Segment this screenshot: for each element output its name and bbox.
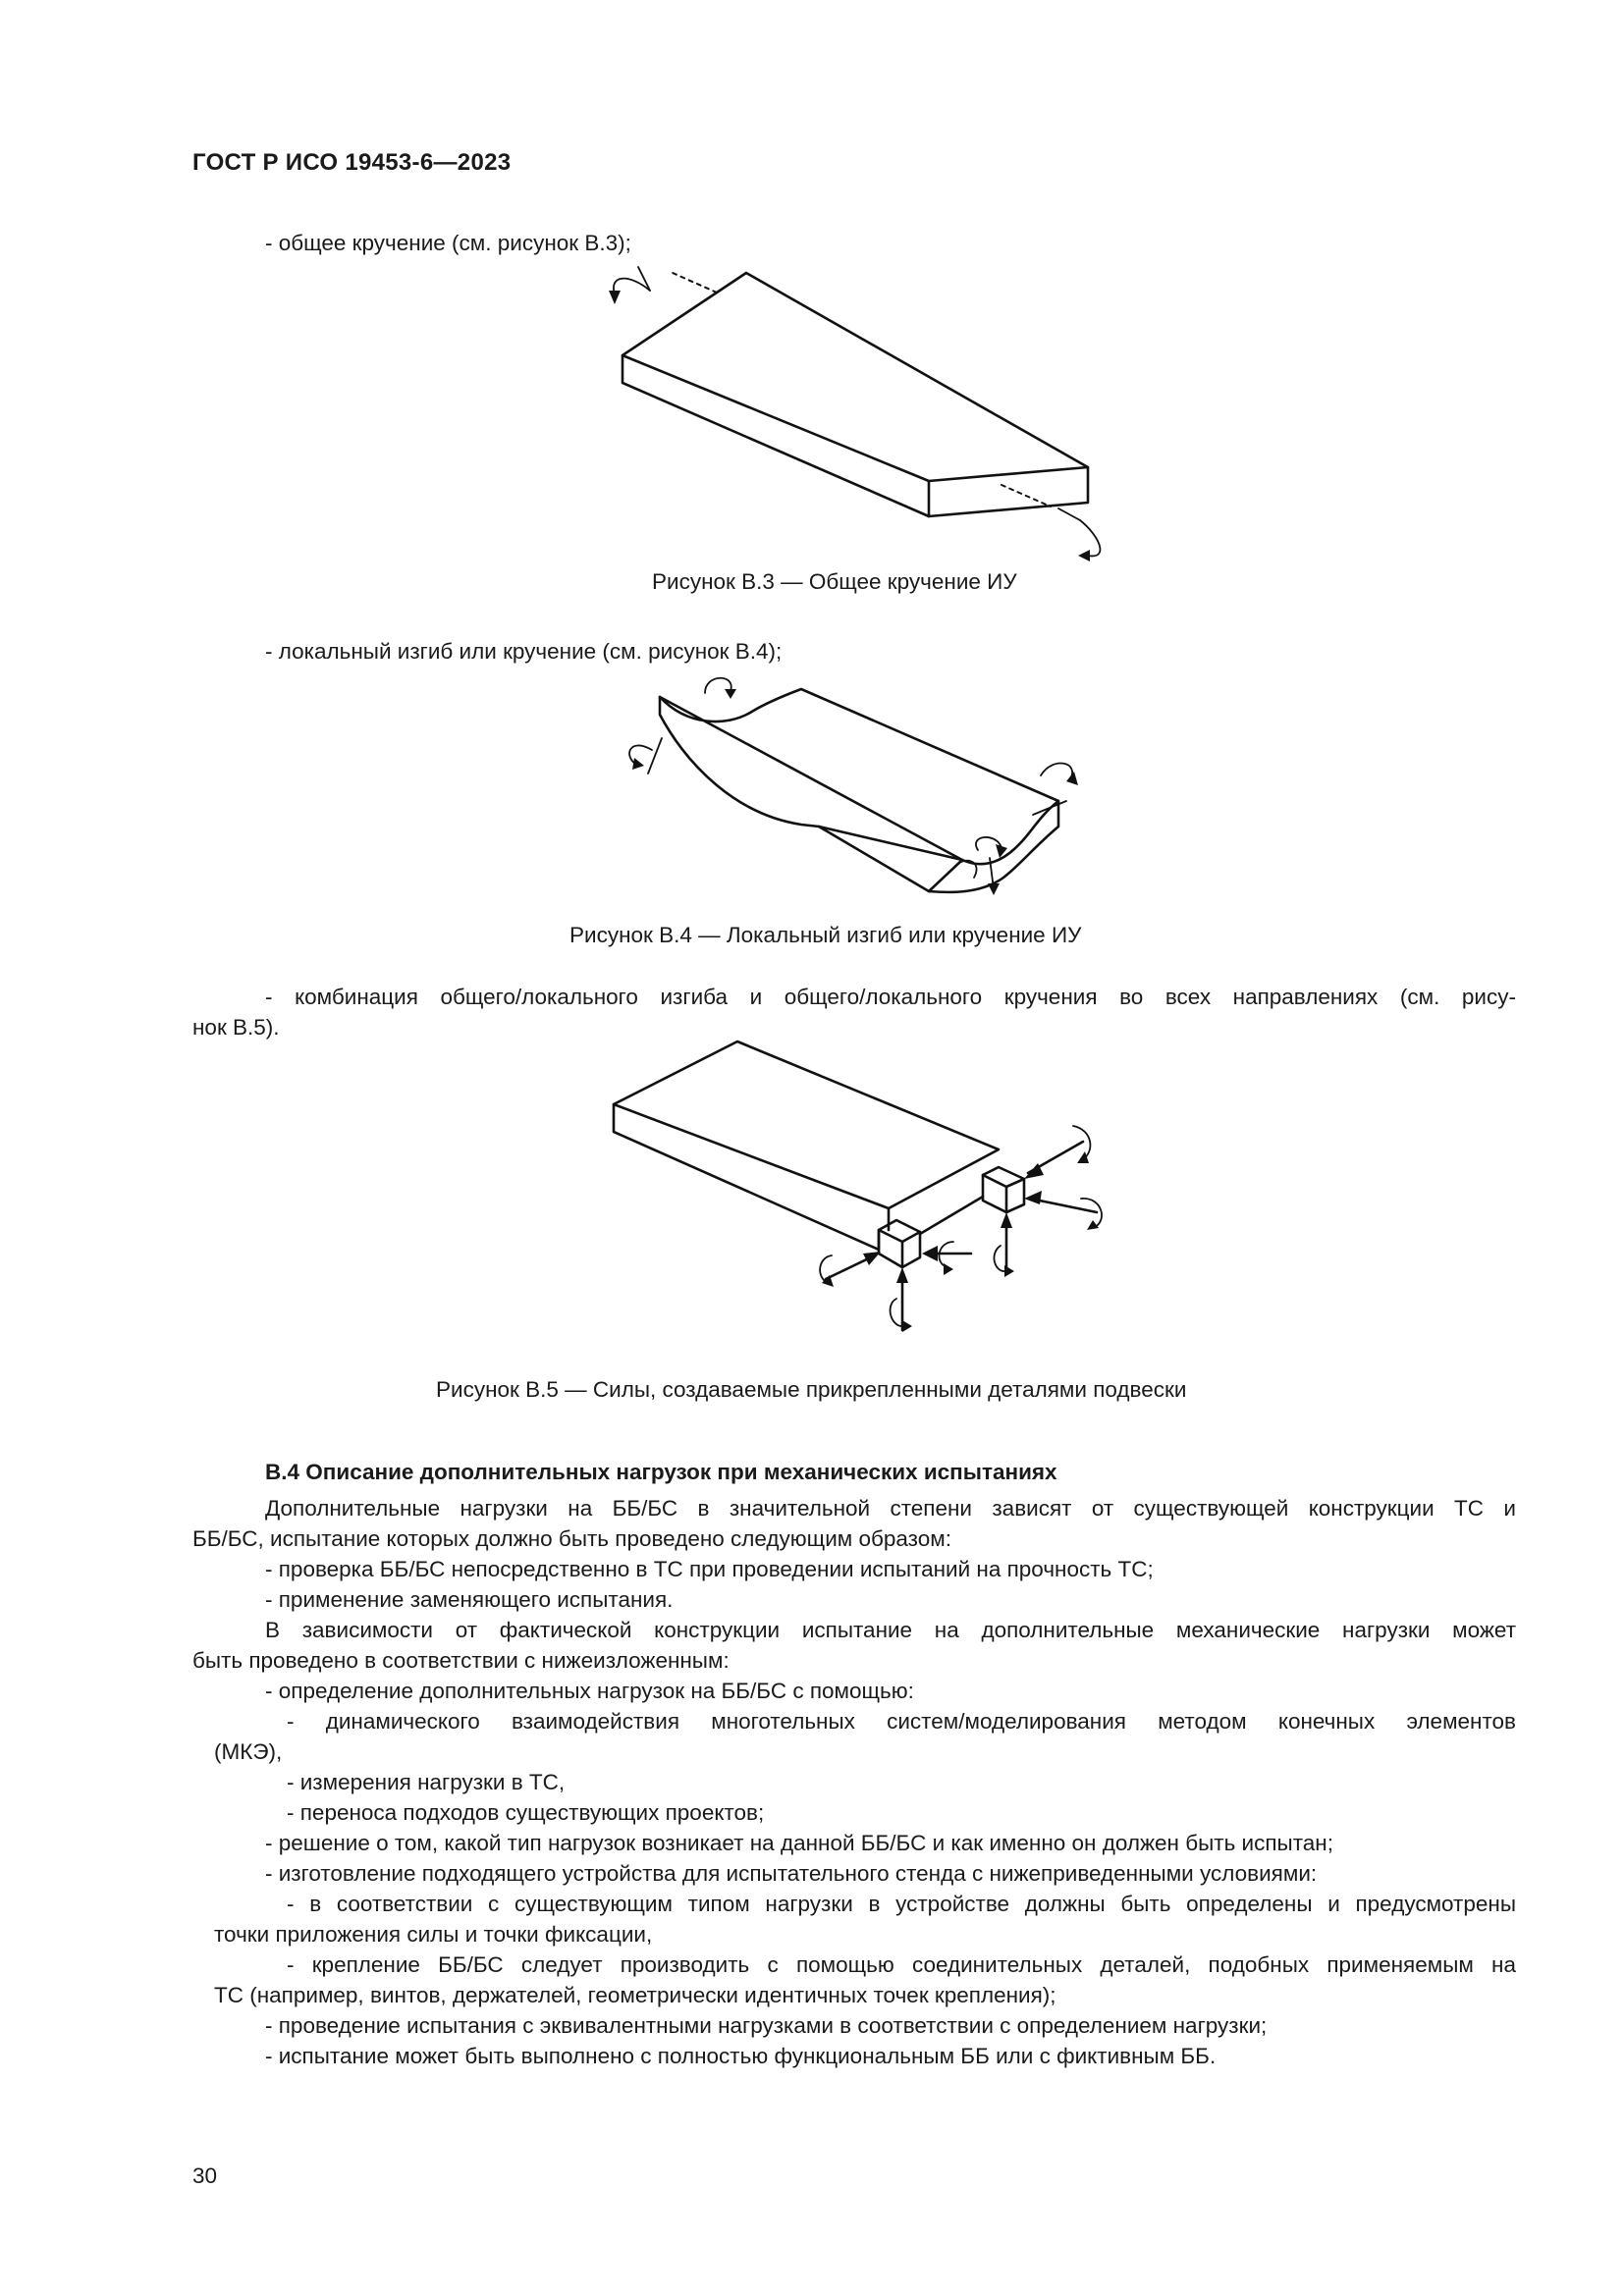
section-b4-heading: В.4 Описание дополнительных нагрузок при механических испытаниях: [265, 1460, 1057, 1484]
figure-b5-suspension-forces-drawing: [604, 1036, 1154, 1350]
section-paragraph-line: В зависимости от фактической конструкции испытание на дополнительные механические нагрузки может: [265, 1618, 1516, 1642]
section-paragraph-line: быть проведено в соответствии с нижеизложенным:: [192, 1648, 730, 1673]
figure-b4-local-bending-drawing: [609, 667, 1119, 913]
section-list-item: - проведение испытания с эквивалентными нагрузками в соответствии с определением нагрузки;: [265, 2013, 1268, 2038]
section-sublist-item: - крепление ББ/БС следует производить с помощью соединительных деталей, подобных применяемым на: [287, 1952, 1516, 1977]
list-item-combination-line2: нок В.5).: [192, 1015, 280, 1040]
section-list-item: - применение заменяющего испытания.: [265, 1587, 674, 1612]
figure-b3-general-torsion-drawing: [589, 265, 1139, 560]
list-item-combination-line1: - комбинация общего/локального изгиба и общего/локального кручения во всех направлениях (см. рису-: [265, 985, 1516, 1009]
section-sublist-item-cont: точки приложения силы и точки фиксации,: [214, 1922, 653, 1947]
figure-b3-caption: Рисунок В.3 — Общее кручение ИУ: [652, 569, 1017, 594]
section-sublist-item: - переноса подходов существующих проектов;: [287, 1800, 765, 1825]
section-list-item: - изготовление подходящего устройства для испытательного стенда с нижеприведенными условиями:: [265, 1861, 1318, 1886]
page-number: 30: [192, 2163, 218, 2188]
section-sublist-item-cont: ТС (например, винтов, держателей, геометрически идентичных точек крепления);: [214, 1983, 1056, 2007]
section-list-item: - проверка ББ/БС непосредственно в ТС при проведении испытаний на прочность ТС;: [265, 1557, 1154, 1581]
section-list-item: - определение дополнительных нагрузок на ББ/БС с помощью:: [265, 1679, 914, 1703]
section-sublist-item: - динамического взаимодействия многотельных систем/моделирования методом конечных элементов: [287, 1709, 1516, 1734]
section-sublist-item: - измерения нагрузки в ТС,: [287, 1770, 566, 1794]
section-sublist-item-cont: (МКЭ),: [214, 1739, 283, 1764]
section-list-item: - испытание может быть выполнено с полностью функциональным ББ или с фиктивным ББ.: [265, 2044, 1217, 2068]
figure-b5-caption: Рисунок В.5 — Силы, создаваемые прикрепленными деталями подвески: [436, 1377, 1187, 1402]
list-item-general-torsion: - общее кручение (см. рисунок В.3);: [265, 231, 631, 255]
section-paragraph-line: Дополнительные нагрузки на ББ/БС в значительной степени зависят от существующей конструкции ТС и: [265, 1496, 1516, 1521]
document-header-code: ГОСТ Р ИСО 19453-6—2023: [192, 149, 512, 176]
section-sublist-item: - в соответствии с существующим типом нагрузки в устройстве должны быть определены и предусмотрены: [287, 1892, 1516, 1916]
section-paragraph-line: ББ/БС, испытание которых должно быть проведено следующим образом:: [192, 1526, 951, 1551]
section-list-item: - решение о том, какой тип нагрузок возникает на данной ББ/БС и как именно он должен быть испытан;: [265, 1831, 1333, 1855]
list-item-local-bending: - локальный изгиб или кручение (см. рисунок В.4);: [265, 639, 783, 664]
figure-b4-caption: Рисунок В.4 — Локальный изгиб или кручение ИУ: [569, 923, 1082, 947]
